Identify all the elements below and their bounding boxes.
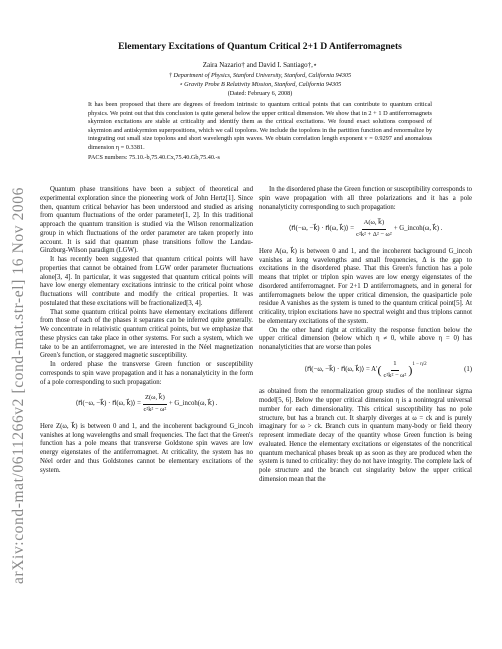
body-paragraph: On the other hand right at criticality the response function below the upper critical dimension (below which η ≠ 0, while above η = 0) has nonanalyticities that are worse than poles [259,326,472,351]
equation-denominator: c²k² − ω² [383,371,407,379]
pacs-numbers: PACS numbers: 75.10.-b,75.40.Cx,75.40.Gb,75.40.-s [88,154,220,161]
equation-lhs: ⟨n⃗(−ω, −k⃗) · n⃗(ω, k⃗)⟩ = A′ [304,365,378,373]
equation-fraction [143,394,167,415]
equation-critical-response-function [259,360,472,381]
arxiv-identifier-text: arXiv:cond-mat/0611266v2 [cond-mat.str-el] 16 Nov 2006 [10,187,27,584]
body-paragraph: In ordered phase the transverse Green function or susceptibility corresponds to spin wave propagation and it has a nonanalyticity in the form of a pole corresponding to such propagation: [40,361,253,386]
equation-rhs: + G_incoh(ω, k⃗) . [393,225,443,233]
equation-left-paren: ( [377,363,382,377]
equation-denominator: c²k² − ω² [143,406,167,413]
equation-numerator: A(ω, k⃗) [362,219,387,230]
paper-title: Elementary Excitations of Quantum Critical 2+1 D Antiferromagnets [118,41,402,52]
equation-exponent: 1 − η/2 [412,361,427,367]
body-paragraph: That some quantum critical points have elementary excitations different from those of each of the phases it separates can be inferred quite generally. We concentrate in relativistic quantum critical points, but we emphasize that these physics can take place in other systems. For such a system, which we take to be an antiferromagnet, we are interested in the Néel magnetization Green's function, or staggered magnetic susceptibility. [40,308,253,360]
equation-rhs: + G_incoh(ω, k⃗) . [168,400,218,408]
equation-lhs: ⟨n⃗(−ω, −k⃗) · n⃗(ω, k⃗)⟩ = [288,225,355,233]
left-column [40,186,253,475]
body-paragraph: as obtained from the renormalization group studies of the nonlinear sigma model[5, 6]. Below the upper critical dimension η is a nonintegral universal number for each dimensionality. This critical susceptibility has no pole structure, but has a branch cut. It sharply diverges at ω = ck and is purely imaginary for ω > ck. Branch cuts in quantum many-body or field theory represent immediate decay of the quantity whose Green function is being evaluated. Hence the elementary excitations or eigenstates of the noncritical quantum mechanical phases break up as soon as they are produced when the system is tuned to criticality: they do not have integrity. The complete lack of pole structure and the branch cut singularity below the upper critical dimension mean that the [259,388,472,483]
equation-ordered-phase-green-function [40,394,253,415]
equation-numerator: Z(ω, k⃗) [143,394,167,405]
body-paragraph: Here A(ω, k⃗) is between 0 and 1, and the incoherent background G_incoh vanishes at long wavelengths and small frequencies, Δ is the gap to excitations in the disordered phase. That this Green's function has a pole means that triplet or triplon spin waves are low energy eigenstates of the disordered antiferromagnet. For 2+1 D antiferromagnets, and in general for antiferromagnets below the upper critical dimension, the quasiparticle pole residue A vanishes as the system is tuned to the quantum critical point[5]. At criticality, triplon excitations have no spectral weight and thus triplons cannot be elementary excitations of the system. [259,247,472,325]
body-paragraph: Quantum phase transitions have been a subject of theoretical and experimental exploration since the pioneering work of John Hertz[1]. Since then, quantum critical behavior has been understood and studied as arising from quantum fluctuations of the order parameter[1, 2]. In this traditional approach the quantum transition is studied via the Wilson renormalization group in which fluctuations of the order parameter are taken properly into account. It is said that quantum phase transitions follow the Landau-Ginzburg-Wilson paradigm (LGW). [40,186,253,255]
abstract: It has been proposed that there are degrees of freedom intrinsic to quantum critical points that can contribute to quantum critical physics. We point out that this conclusion is quite general below the upper critical dimension. We show that in 2 + 1 D antiferromagnets skyrmion excitations are stable at criticality and identify them as the critical excitations. We found exact solutions composed of skyrmion and antiskyrmion superpositions, which we call topolons. We include the topolons in the partition function and renormalize by integrating out small size topolons and short wavelength spin waves. We obtain correlation length exponent ν = 0.9297 and anomalous dimension η = 0.3381. [88,101,432,151]
equation-numerator: 1 [391,360,398,371]
equation-fraction [356,219,392,240]
body-paragraph: It has recently been suggested that quantum critical points will have properties that cannot be obtained from LGW order parameter fluctuations alone[3, 4]. In particular, it was suggested that quantum critical points will have low energy elementary excitations intrinsic to the critical point whose fluctuations will contribute and modify the critical properties. It was postulated that these excitations will be fractionalized[3, 4]. [40,256,253,307]
body-paragraph: Here Z(ω, k⃗) is between 0 and 1, and the incoherent background G_incoh vanishes at long wavelengths and small frequencies. The fact that the Green's function has a pole means that transverse Goldstone spin waves are low energy eigenstates of the antiferromagnet. At criticality, the system has no Néel order and thus Goldstones cannot be elementary excitations of the system. [40,422,253,474]
right-column [259,186,472,485]
body-paragraph: In the disordered phase the Green function or susceptibility corresponds to spin wave propagation with all three polarizations and it has a pole nonanalyticity corresponding to such propagation: [259,186,472,211]
equation-fraction [384,360,407,381]
date-line: (Dated: February 6, 2008) [227,90,293,97]
equation-disordered-phase-green-function [259,219,472,240]
equation-lhs: ⟨n⃗(−ω, −k⃗) · n⃗(ω, k⃗)⟩ = [75,400,141,408]
author-list: Zaira Nazario† and David I. Santiago†,⋆ [202,61,318,69]
arxiv-identifier-stamp [10,24,34,584]
affiliation-stanford-physics: † Department of Physics, Stanford University, Stanford, California 94305 [168,72,352,79]
affiliation-gravity-probe-b: ⋆ Gravity Probe B Relativity Mission, Stanford, California 94305 [178,81,342,88]
equation-number: (1) [464,365,472,373]
equation-right-paren: ) [408,363,413,377]
equation-denominator: c²k² + Δ² − ω² [356,231,392,238]
